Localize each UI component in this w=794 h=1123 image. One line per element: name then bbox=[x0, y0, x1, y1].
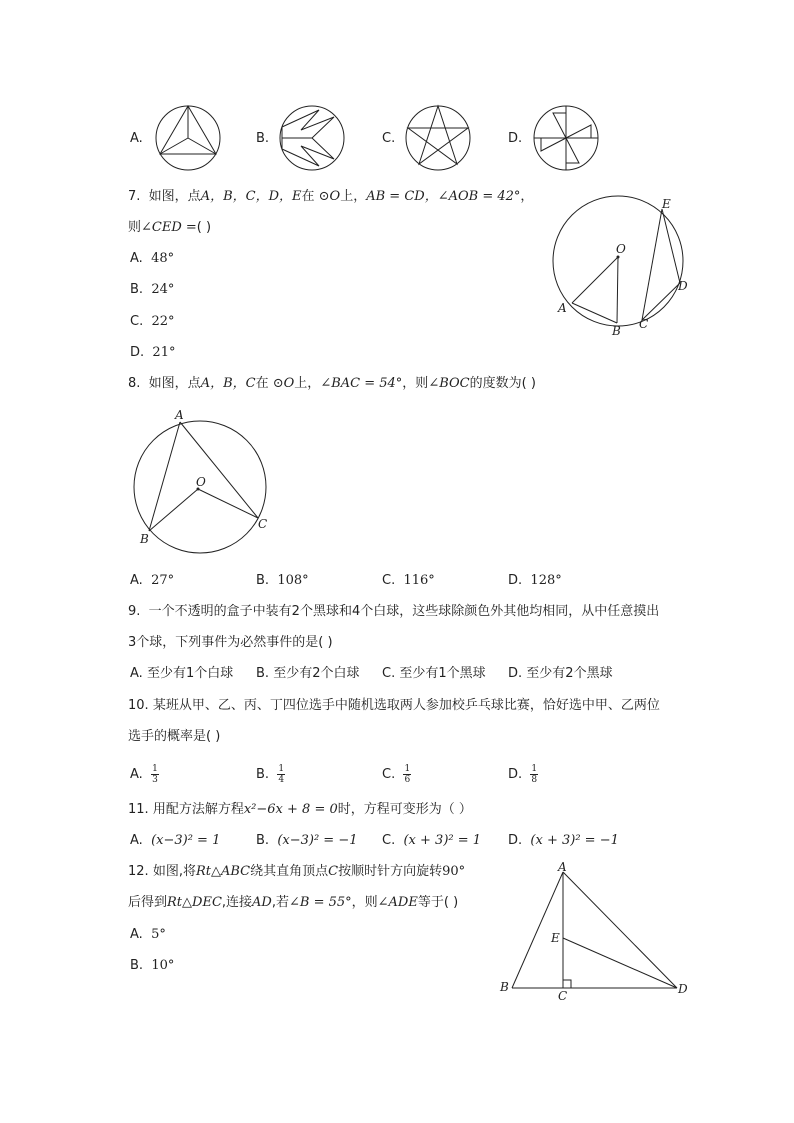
q11-option-c: C. (x + 3)² = 1 bbox=[382, 833, 482, 848]
q8-label-a: A bbox=[175, 408, 184, 422]
q10-option-a: A. $\frac{1}{3}$ bbox=[130, 764, 158, 785]
q12-label-a: A bbox=[558, 860, 567, 874]
q10-option-d: D. $\frac{1}{8}$ bbox=[508, 764, 538, 785]
q7-option-c: C. 22° bbox=[130, 314, 175, 329]
q9-stem-line2: 3个球，下列事件为必然事件的是( ) bbox=[128, 635, 333, 650]
q12-label-e: E bbox=[551, 931, 560, 945]
q9-option-a: A. 至少有1个白球 bbox=[130, 666, 234, 681]
q12-label-c: C bbox=[558, 989, 568, 1003]
q8-option-c: C. 116° bbox=[382, 573, 435, 588]
q7-label-d: D bbox=[678, 279, 688, 293]
q7-label-b: B bbox=[612, 324, 621, 338]
q11-option-a: A. (x−3)² = 1 bbox=[130, 833, 221, 848]
q7-label-o: O bbox=[616, 242, 626, 256]
q8-option-a: A. 27° bbox=[130, 573, 175, 588]
q6-option-a-figure bbox=[155, 105, 221, 171]
q8-option-d: D. 128° bbox=[508, 573, 562, 588]
q8-label-b: B bbox=[140, 532, 149, 546]
q7-option-b: B. 24° bbox=[130, 282, 175, 297]
q8-stem: 8. 如图，点A，B，C在 ⊙O上，∠BAC = 54°，则∠BOC的度数为( ) bbox=[128, 376, 536, 391]
q6-option-c-figure bbox=[405, 105, 471, 171]
q12-label-d: D bbox=[678, 982, 688, 996]
q7-stem-line2: 则∠CED =( ) bbox=[128, 220, 212, 235]
q7-stem-line1: 7. 如图，点A，B，C，D，E在 ⊙O上，AB = CD，∠AOB = 42°， bbox=[128, 189, 534, 204]
q6-option-a-label: A. bbox=[130, 131, 143, 146]
q9-stem-line1: 9. 一个不透明的盒子中装有2个黑球和4个白球，这些球除颜色外其他均相同，从中任意摸出 bbox=[128, 604, 660, 619]
q10-stem-line1: 10. 某班从甲、乙、丙、丁四位选手中随机选取两人参加校乒乓球比赛，恰好选中甲、乙两位 bbox=[128, 698, 660, 713]
q7-option-d: D. 21° bbox=[130, 345, 176, 360]
q11-stem: 11. 用配方法解方程x²−6x + 8 = 0时，方程可变形为（ ） bbox=[128, 802, 472, 817]
q12-stem-line2: 后得到Rt△DEC,连接AD,若∠B = 55°，则∠ADE等于( ) bbox=[128, 895, 459, 910]
q7-label-c: C bbox=[639, 317, 649, 331]
q10-option-c: C. $\frac{1}{6}$ bbox=[382, 764, 411, 785]
q12-option-b: B. 10° bbox=[130, 958, 175, 973]
q8-label-c: C bbox=[258, 517, 268, 531]
q8-option-b: B. 108° bbox=[256, 573, 309, 588]
q12-label-b: B bbox=[500, 980, 509, 994]
q12-option-a: A. 5° bbox=[130, 927, 166, 942]
q6-option-d-label: D. bbox=[508, 131, 523, 146]
q7-figure bbox=[550, 195, 695, 340]
q9-option-d: D. 至少有2个黑球 bbox=[508, 666, 613, 681]
q9-option-c: C. 至少有1个黑球 bbox=[382, 666, 486, 681]
q6-option-b-figure bbox=[279, 105, 345, 171]
q11-option-b: B. (x−3)² = −1 bbox=[256, 833, 358, 848]
q7-label-e: E bbox=[662, 197, 671, 211]
q6-option-d-figure bbox=[533, 105, 599, 171]
q11-option-d: D. (x + 3)² = −1 bbox=[508, 833, 619, 848]
q7-option-a: A. 48° bbox=[130, 251, 175, 266]
q12-stem-line1: 12. 如图,将Rt△ABC绕其直角顶点C按顺时针方向旋转90° bbox=[128, 864, 466, 879]
q8-label-o: O bbox=[196, 475, 206, 489]
q10-option-b: B. $\frac{1}{4}$ bbox=[256, 764, 285, 785]
q6-option-c-label: C. bbox=[382, 131, 396, 146]
q10-stem-line2: 选手的概率是( ) bbox=[128, 729, 221, 744]
q8-figure bbox=[130, 405, 275, 555]
q12-figure bbox=[495, 860, 695, 1005]
q6-option-b-label: B. bbox=[256, 131, 270, 146]
q9-option-b: B. 至少有2个白球 bbox=[256, 666, 360, 681]
q7-label-a: A bbox=[558, 301, 567, 315]
